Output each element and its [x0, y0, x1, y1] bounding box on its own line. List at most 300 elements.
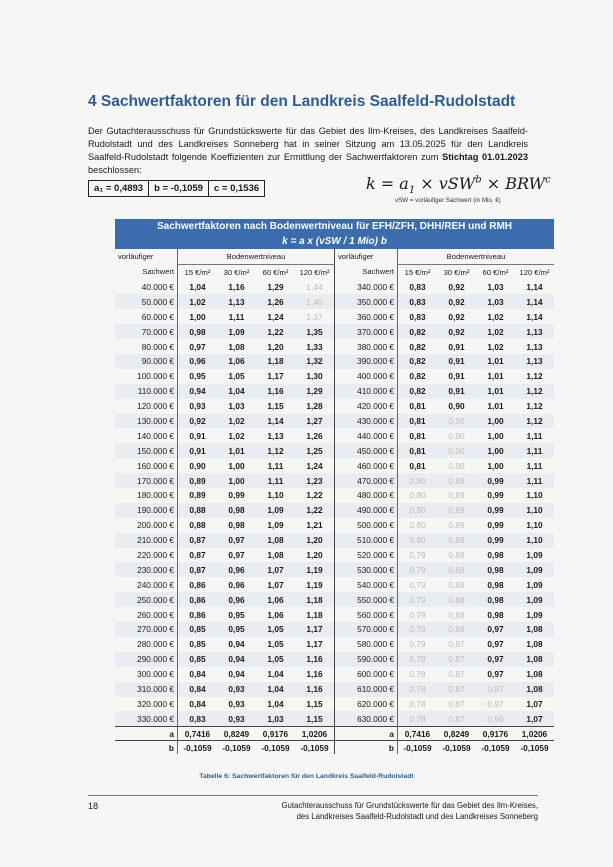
vsw-cell: 570.000 €: [335, 622, 398, 637]
factor-cell: 1,13: [515, 354, 554, 369]
factor-cell: 1,29: [267, 282, 284, 292]
col-header-right-2: 60 €/m²: [482, 267, 509, 277]
factor-cell: 0,87: [437, 652, 476, 667]
vsw-cell: 430.000 €: [335, 414, 398, 429]
coef-value-a: 1,0206: [515, 727, 554, 741]
factor-cell: 1,09: [526, 550, 543, 561]
footer-line-2: des Landkreises Saalfeld-Rudolstadt und des Landkreises Sonneberg: [296, 812, 538, 821]
table-row: [115, 577, 554, 592]
coef-value-b: -0,1059: [178, 741, 218, 755]
factor-cell: 1,11: [515, 473, 554, 488]
factor-cell: 1,06: [217, 354, 256, 369]
vsw-cell: 470.000 €: [335, 473, 398, 488]
factor-cell: 0,82: [409, 371, 426, 382]
factor-cell: 1,09: [526, 579, 543, 590]
footer-line-1: Gutachterausschuss für Grundstückswerte für das Gebiet des Ilm-Kreises,: [281, 801, 538, 810]
factor-cell: 1,12: [526, 401, 543, 412]
page-number: 18: [88, 801, 99, 811]
coef-label-a: a: [335, 727, 398, 741]
factor-cell: 0,88: [448, 609, 465, 620]
factor-cell: 1,33: [306, 341, 323, 352]
vsw-cell: 160.000 €: [115, 458, 178, 473]
vsw-cell: 40.000 €: [115, 280, 178, 295]
factor-cell: 0,79: [409, 639, 426, 650]
table-row: [115, 339, 554, 354]
factor-cell: 1,01: [476, 384, 515, 399]
factor-cell: 1,20: [295, 533, 335, 548]
factor-cell: 1,11: [526, 430, 543, 441]
factor-cell: 1,16: [295, 682, 335, 697]
factor-cell: 1,16: [295, 652, 335, 667]
factor-cell: 0,97: [487, 698, 504, 709]
factor-cell: 0,85: [178, 652, 218, 667]
factor-cell: 0,78: [398, 711, 438, 726]
factor-cell: 0,89: [448, 490, 465, 501]
factor-cell: 0,99: [487, 520, 504, 531]
vsw-cell: 70.000 €: [115, 324, 178, 339]
factor-cell: 0,89: [448, 520, 465, 531]
factor-cell: 0,81: [409, 430, 426, 441]
vsw-cell: 550.000 €: [335, 592, 398, 607]
factor-cell: 1,09: [515, 592, 554, 607]
col-header-left-0: 15 €/m²: [184, 267, 211, 277]
table-row: [115, 384, 554, 399]
coef-label-b: b: [115, 741, 178, 755]
vsw-cell: 500.000 €: [335, 518, 398, 533]
factor-cell: 1,05: [256, 652, 295, 667]
vsw-cell: 440.000 €: [335, 428, 398, 443]
vsw-cell: 120.000 €: [115, 399, 178, 414]
factor-cell: 0,91: [437, 384, 476, 399]
factor-cell: 0,81: [398, 443, 438, 458]
factor-cell: 1,12: [526, 371, 543, 382]
factor-cell: 1,14: [526, 282, 543, 292]
factor-cell: 0,79: [409, 579, 426, 590]
vsw-cell: 450.000 €: [335, 443, 398, 458]
formula-note: vSW = vorläufiger Sachwert (in Mio. €): [395, 197, 501, 204]
vsw-cell: 290.000 €: [115, 652, 178, 667]
factor-cell: 0,82: [398, 354, 438, 369]
factor-cell: 1,05: [228, 371, 245, 382]
factor-cell: 1,01: [487, 371, 504, 382]
formula-lhs: k = a: [366, 174, 409, 193]
factor-cell: 1,26: [306, 430, 323, 441]
factor-cell: 0,91: [189, 430, 206, 441]
table-subtitle-row: [115, 234, 554, 249]
vsw-cell: 510.000 €: [335, 533, 398, 548]
factor-cell: 1,28: [306, 401, 323, 412]
factor-cell: 1,17: [267, 371, 284, 382]
coef-value-b: -0,1059: [398, 741, 438, 755]
factor-cell: 0,78: [398, 652, 438, 667]
factor-cell: 0,91: [437, 354, 476, 369]
factor-cell: 1,22: [306, 490, 323, 501]
vsw-cell: 490.000 €: [335, 503, 398, 518]
factor-cell: 0,79: [398, 562, 438, 577]
vsw-cell: 300.000 €: [115, 667, 178, 682]
factor-cell: 1,18: [256, 354, 295, 369]
factor-cell: 1,04: [217, 384, 256, 399]
vsw-cell: 340.000 €: [335, 280, 398, 295]
factor-cell: 0,97: [487, 669, 504, 680]
factor-cell: 0,98: [476, 592, 515, 607]
factor-cell: 1,07: [526, 698, 543, 709]
factor-cell: 0,99: [228, 490, 245, 501]
factor-cell: 0,88: [437, 562, 476, 577]
factor-cell: 1,02: [228, 430, 245, 441]
factor-cell: 0,87: [448, 639, 465, 650]
table-row: [115, 548, 554, 563]
factor-cell: 1,03: [476, 294, 515, 309]
factor-cell: 1,12: [515, 414, 554, 429]
factor-cell: 0,88: [437, 592, 476, 607]
factor-cell: 0,94: [228, 639, 245, 650]
factor-cell: 1,00: [487, 460, 504, 471]
factor-cell: 1,20: [306, 550, 323, 561]
vsw-cell: 180.000 €: [115, 488, 178, 503]
vsw-cell: 280.000 €: [115, 637, 178, 652]
factor-cell: 1,13: [267, 430, 284, 441]
factor-cell: 1,09: [256, 503, 295, 518]
factor-cell: 0,94: [217, 652, 256, 667]
factor-cell: 1,07: [267, 579, 284, 590]
factor-cell: 0,81: [409, 401, 426, 412]
factor-cell: 0,98: [487, 579, 504, 590]
table-row: [115, 697, 554, 712]
factor-cell: 1,00: [476, 414, 515, 429]
vsw-cell: 250.000 €: [115, 592, 178, 607]
factor-cell: 1,04: [189, 282, 206, 292]
vsw-cell: 60.000 €: [115, 309, 178, 324]
coef-value-a: 0,7416: [178, 727, 218, 741]
vsw-cell: 170.000 €: [115, 473, 178, 488]
factor-cell: 0,79: [409, 609, 426, 620]
vsw-cell: 230.000 €: [115, 562, 178, 577]
table-row-a: [115, 727, 554, 741]
factor-cell: 0,98: [178, 324, 218, 339]
factor-cell: 0,85: [189, 639, 206, 650]
factor-cell: 0,87: [448, 698, 465, 709]
vsw-cell: 90.000 €: [115, 354, 178, 369]
factor-cell: 0,89: [437, 473, 476, 488]
col-header-left-1: 30 €/m²: [223, 267, 250, 277]
factor-cell: 0,89: [178, 473, 218, 488]
factor-cell: 1,16: [256, 384, 295, 399]
factor-cell: 0,88: [437, 622, 476, 637]
table-row: [115, 458, 554, 473]
factor-cell: 0,86: [189, 579, 206, 590]
factor-cell: 0,88: [448, 579, 465, 590]
header-row-2: [115, 264, 554, 279]
factor-cell: 0,96: [217, 562, 256, 577]
intro-end: beschlossen:: [88, 165, 142, 175]
factor-cell: 0,99: [476, 473, 515, 488]
factor-cell: 0,88: [178, 503, 218, 518]
factor-cell: 0,87: [178, 562, 218, 577]
table-row: [115, 488, 554, 503]
group-label-left: Bodenwertniveau: [178, 249, 335, 264]
vsw-cell: 50.000 €: [115, 294, 178, 309]
vsw-cell: 600.000 €: [335, 667, 398, 682]
factor-cell: 1,19: [295, 562, 335, 577]
factor-cell: 1,03: [487, 282, 504, 292]
factor-cell: 1,24: [306, 460, 323, 471]
factor-cell: 1,11: [526, 460, 543, 471]
factor-cell: 0,88: [189, 520, 206, 531]
factor-cell: 0,88: [448, 550, 465, 561]
factor-cell: 0,80: [398, 473, 438, 488]
table-row: [115, 443, 554, 458]
table-title-row: [115, 219, 554, 234]
coefficient-box: [88, 180, 265, 197]
factor-cell: 0,98: [228, 520, 245, 531]
coef-value-a: 0,7416: [398, 727, 438, 741]
footer-divider: [88, 795, 538, 796]
factor-cell: 0,87: [448, 669, 465, 680]
factor-cell: 0,87: [189, 550, 206, 561]
factor-cell: 1,08: [515, 682, 554, 697]
col-header-right-0: 15 €/m²: [404, 267, 431, 277]
factor-cell: 0,97: [228, 550, 245, 561]
vsw-cell: 320.000 €: [115, 697, 178, 712]
factor-cell: 0,78: [409, 698, 426, 709]
factor-cell: 1,00: [487, 430, 504, 441]
col-header-left-2: 60 €/m²: [262, 267, 289, 277]
factor-cell: 0,78: [409, 669, 426, 680]
factor-cell: 1,06: [256, 592, 295, 607]
factor-cell: 0,93: [228, 698, 245, 709]
factor-cell: 1,04: [256, 682, 295, 697]
factor-cell: 0,86: [189, 609, 206, 620]
vsw-cell: 260.000 €: [115, 607, 178, 622]
factor-cell: 0,80: [398, 503, 438, 518]
coef-label-b: b: [335, 741, 398, 755]
factor-cell: 0,93: [189, 401, 206, 412]
coef-value-a: 0,9176: [256, 727, 295, 741]
factor-cell: 1,10: [515, 533, 554, 548]
factor-cell: 0,92: [437, 294, 476, 309]
vsw-cell: 460.000 €: [335, 458, 398, 473]
factor-cell: 0,97: [476, 622, 515, 637]
factor-cell: 1,02: [476, 324, 515, 339]
table-row: [115, 414, 554, 429]
vsw-cell: 620.000 €: [335, 697, 398, 712]
coef-value-a: 0,8249: [217, 727, 256, 741]
coef-b: b = -0,1059: [149, 181, 209, 196]
factor-cell: 0,97: [476, 652, 515, 667]
factor-cell: 0,90: [437, 414, 476, 429]
sachwert-table: [115, 219, 554, 754]
factor-cell: 0,79: [409, 550, 426, 561]
formula-sup-b: b: [475, 174, 482, 186]
vsw-cell: 100.000 €: [115, 369, 178, 384]
factor-cell: 1,06: [267, 609, 284, 620]
vsw-cell: 330.000 €: [115, 711, 178, 726]
factor-cell: 0,85: [178, 622, 218, 637]
factor-cell: 0,97: [189, 341, 206, 352]
table-row: [115, 369, 554, 384]
factor-cell: 0,99: [476, 533, 515, 548]
col-header-left-3: 120 €/m²: [299, 267, 330, 277]
coef-c: c = 0,1536: [213, 183, 260, 194]
factor-cell: 1,10: [267, 490, 284, 501]
vsw-cell: 140.000 €: [115, 428, 178, 443]
formula-mid: × vSW: [415, 174, 476, 193]
factor-cell: 0,91: [178, 443, 218, 458]
factor-cell: 1,09: [267, 520, 284, 531]
factor-cell: 1,15: [295, 711, 335, 726]
formula-sub: 1: [408, 185, 416, 197]
factor-cell: 1,14: [526, 311, 543, 322]
coef-value-b: -0,1059: [217, 741, 256, 755]
factor-cell: 0,81: [398, 414, 438, 429]
factor-cell: 1,19: [306, 579, 323, 590]
table-row: [115, 533, 554, 548]
table-row: [115, 428, 554, 443]
table-row: [115, 607, 554, 622]
vsw-cell: 310.000 €: [115, 682, 178, 697]
factor-cell: 1,17: [306, 639, 323, 650]
factor-cell: 0,82: [398, 324, 438, 339]
factor-cell: 0,92: [448, 311, 465, 322]
table-row: [115, 399, 554, 414]
factor-cell: 0,94: [178, 384, 218, 399]
coef-value-a: 1,0206: [295, 727, 335, 741]
coef-value-a: 0,9176: [476, 727, 515, 741]
factor-cell: 1,01: [476, 354, 515, 369]
factor-cell: 1,09: [217, 324, 256, 339]
factor-cell: 1,14: [515, 294, 554, 309]
factor-cell: 1,27: [295, 414, 335, 429]
vsw-cell: 110.000 €: [115, 384, 178, 399]
coef-value-b: -0,1059: [515, 741, 554, 755]
factor-cell: 0,95: [228, 609, 245, 620]
vsw-cell: 530.000 €: [335, 562, 398, 577]
vsw-cell: 590.000 €: [335, 652, 398, 667]
factor-cell: 1,08: [267, 550, 284, 561]
col-header-right-1: 30 €/m²: [443, 267, 470, 277]
vsw-cell: 200.000 €: [115, 518, 178, 533]
vsw-cell: 210.000 €: [115, 533, 178, 548]
vsw-cell: 480.000 €: [335, 488, 398, 503]
footer-text: [281, 800, 538, 822]
vsw-cell: 350.000 €: [335, 294, 398, 309]
factor-cell: 1,02: [487, 311, 504, 322]
factor-cell: 1,11: [228, 311, 245, 322]
header-row-1: [115, 249, 554, 264]
coef-value-a: 0,8249: [437, 727, 476, 741]
factor-cell: 1,00: [189, 311, 206, 322]
vsw-cell: 270.000 €: [115, 622, 178, 637]
factor-cell: 1,32: [295, 354, 335, 369]
factor-cell: 1,00: [217, 473, 256, 488]
formula-mid2: × BRW: [481, 174, 546, 193]
factor-cell: 1,02: [487, 341, 504, 352]
factor-cell: 1,04: [267, 698, 284, 709]
table-row: [115, 562, 554, 577]
factor-cell: 0,80: [409, 490, 426, 501]
table-row: [115, 667, 554, 682]
table-row: [115, 592, 554, 607]
section-heading: 4 Sachwertfaktoren für den Landkreis Saalfeld-Rudolstadt: [88, 93, 516, 110]
vsw-label-left-1: vorläufiger: [115, 249, 178, 264]
factor-cell: 1,08: [515, 652, 554, 667]
table-row: [115, 652, 554, 667]
factor-cell: 0,96: [217, 592, 256, 607]
factor-cell: 1,21: [306, 520, 323, 531]
factor-cell: 0,98: [487, 609, 504, 620]
factor-cell: 1,22: [256, 324, 295, 339]
coef-value-b: -0,1059: [437, 741, 476, 755]
factor-cell: 1,17: [295, 622, 335, 637]
coef-value-b: -0,1059: [476, 741, 515, 755]
factor-cell: 1,16: [228, 282, 245, 292]
factor-cell: 1,13: [217, 294, 256, 309]
factor-cell: 1,25: [295, 443, 335, 458]
factor-cell: 0,92: [437, 324, 476, 339]
factor-cell: 1,12: [256, 443, 295, 458]
factor-cell: 1,09: [526, 609, 543, 620]
factor-cell: 0,89: [437, 533, 476, 548]
factor-cell: 1,11: [267, 460, 284, 471]
factor-cell: 1,12: [515, 384, 554, 399]
factor-cell: 0,90: [437, 443, 476, 458]
factor-cell: 1,23: [295, 473, 335, 488]
table-row: [115, 280, 554, 295]
vsw-label-right-1: vorläufiger: [335, 249, 398, 264]
coef-a1: a₁ = 0,4893: [89, 181, 149, 196]
table-title: Sachwertfaktoren nach Bodenwertniveau für EFH/ZFH, DHH/REH und RMH: [115, 219, 554, 234]
factor-cell: 0,90: [448, 460, 465, 471]
vsw-cell: 420.000 €: [335, 399, 398, 414]
vsw-cell: 630.000 €: [335, 711, 398, 726]
vsw-cell: 220.000 €: [115, 548, 178, 563]
factor-cell: 1,11: [515, 443, 554, 458]
vsw-cell: 410.000 €: [335, 384, 398, 399]
factor-cell: 0,90: [448, 430, 465, 441]
factor-cell: 1,03: [228, 401, 245, 412]
factor-cell: 1,35: [295, 324, 335, 339]
factor-cell: 0,80: [409, 520, 426, 531]
factor-cell: 1,08: [515, 622, 554, 637]
factor-cell: 0,97: [217, 533, 256, 548]
table-row: [115, 473, 554, 488]
factor-cell: 0,83: [409, 311, 426, 322]
factor-cell: 1,15: [306, 698, 323, 709]
factor-cell: 1,08: [256, 533, 295, 548]
vsw-cell: 610.000 €: [335, 682, 398, 697]
factor-cell: 0,83: [178, 711, 218, 726]
group-label-right: Bodenwertniveau: [398, 249, 555, 264]
factor-cell: 0,79: [398, 622, 438, 637]
factor-cell: 1,37: [306, 311, 323, 322]
factor-cell: 1,08: [228, 341, 245, 352]
factor-cell: 1,08: [526, 669, 543, 680]
vsw-cell: 360.000 €: [335, 309, 398, 324]
vsw-cell: 540.000 €: [335, 577, 398, 592]
factor-cell: 0,82: [398, 384, 438, 399]
factor-cell: 0,90: [448, 401, 465, 412]
factor-cell: 1,24: [267, 311, 284, 322]
factor-cell: 0,79: [398, 592, 438, 607]
intro-paragraph: [88, 125, 528, 177]
vsw-cell: 390.000 €: [335, 354, 398, 369]
factor-cell: 0,97: [476, 682, 515, 697]
factor-cell: 0,82: [409, 341, 426, 352]
factor-cell: 1,05: [267, 639, 284, 650]
factor-cell: 0,87: [437, 711, 476, 726]
factor-cell: 0,80: [398, 533, 438, 548]
